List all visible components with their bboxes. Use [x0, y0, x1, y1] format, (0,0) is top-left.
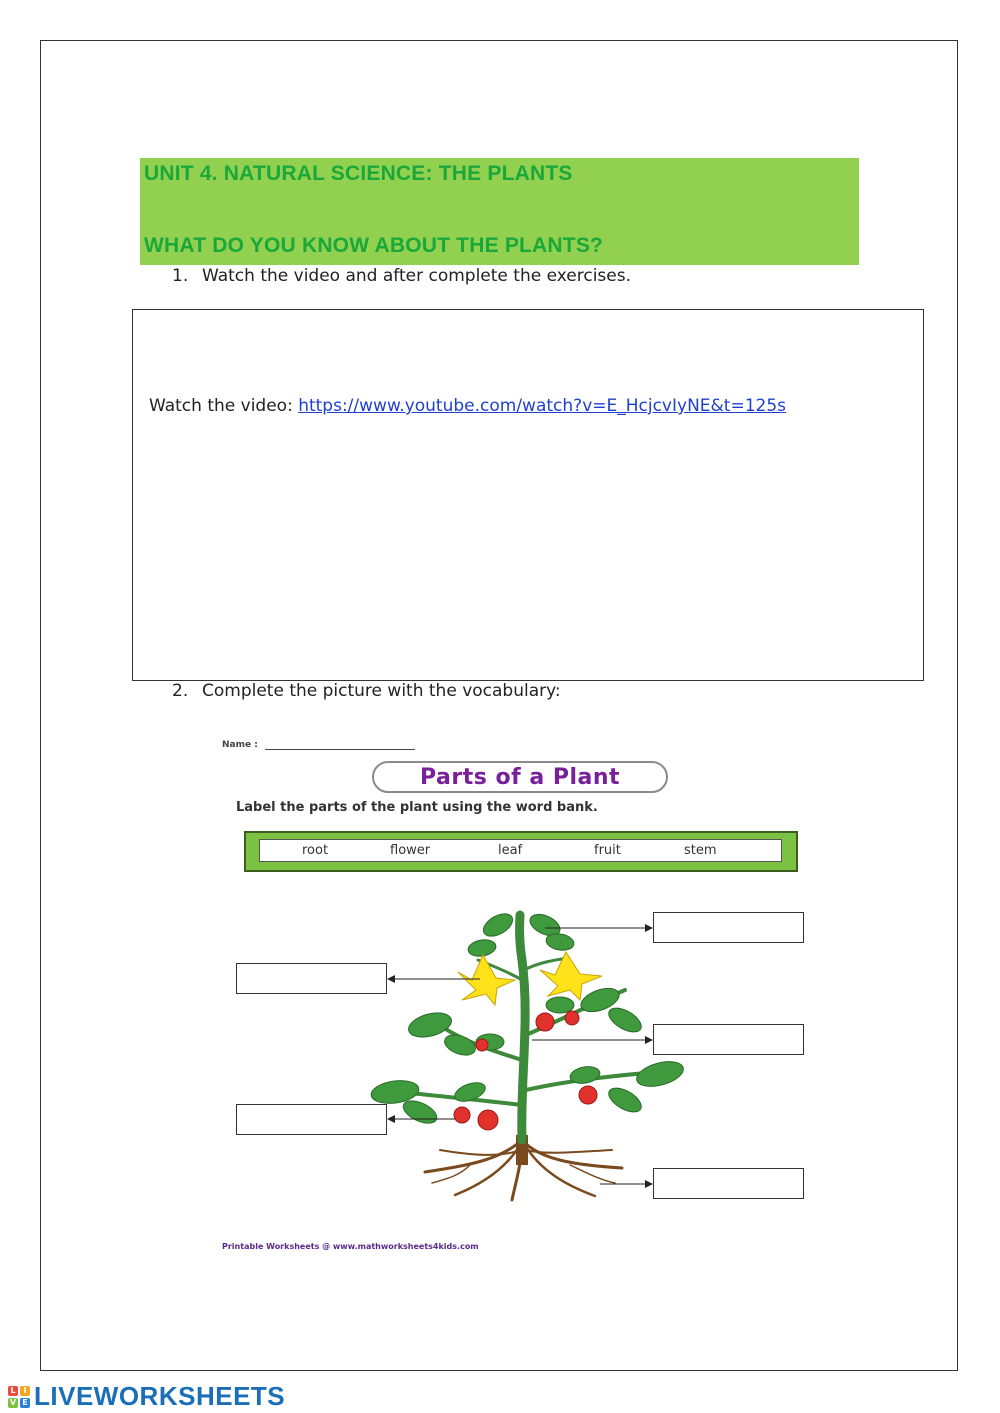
liveworksheets-brand[interactable] [8, 1381, 285, 1412]
label-box-top-right[interactable] [653, 912, 804, 943]
label-box-middle-right[interactable] [653, 1024, 804, 1055]
brand-logo-letter: E [20, 1398, 30, 1408]
word-root: root [302, 843, 329, 858]
instruction-2-text: Complete the picture with the vocabulary: [202, 681, 561, 701]
worksheet-footer: Printable Worksheets @ www.mathworksheets4kids.com [222, 1242, 479, 1251]
instruction-1-number: 1. [172, 266, 189, 286]
worksheet-instruction: Label the parts of the plant using the word bank. [236, 800, 598, 815]
unit-question: WHAT DO YOU KNOW ABOUT THE PLANTS? [144, 234, 604, 257]
video-link[interactable]: https://www.youtube.com/watch?v=E_HcjcvIyNE&t=125s [298, 396, 786, 416]
word-leaf: leaf [498, 843, 523, 858]
video-prefix: Watch the video: [149, 396, 299, 416]
word-stem: stem [684, 843, 717, 858]
instruction-2-number: 2. [172, 681, 189, 701]
worksheet-name-label: Name : [222, 740, 258, 750]
unit-title: UNIT 4. NATURAL SCIENCE: THE PLANTS [144, 162, 573, 185]
label-box-upper-left[interactable] [236, 963, 387, 994]
brand-logo-icon [8, 1386, 30, 1408]
brand-name: LIVEWORKSHEETS [34, 1381, 286, 1411]
brand-logo-letter: L [8, 1386, 18, 1396]
worksheet-title: Parts of a Plant [372, 761, 668, 793]
word-fruit: fruit [594, 843, 621, 858]
brand-logo-letter: V [9, 1397, 17, 1407]
instruction-1-text: Watch the video and after complete the exercises. [202, 266, 632, 286]
brand-logo-letter: I [20, 1386, 30, 1396]
label-box-lower-left[interactable] [236, 1104, 387, 1135]
label-box-bottom-right[interactable] [653, 1168, 804, 1199]
word-flower: flower [390, 843, 431, 858]
